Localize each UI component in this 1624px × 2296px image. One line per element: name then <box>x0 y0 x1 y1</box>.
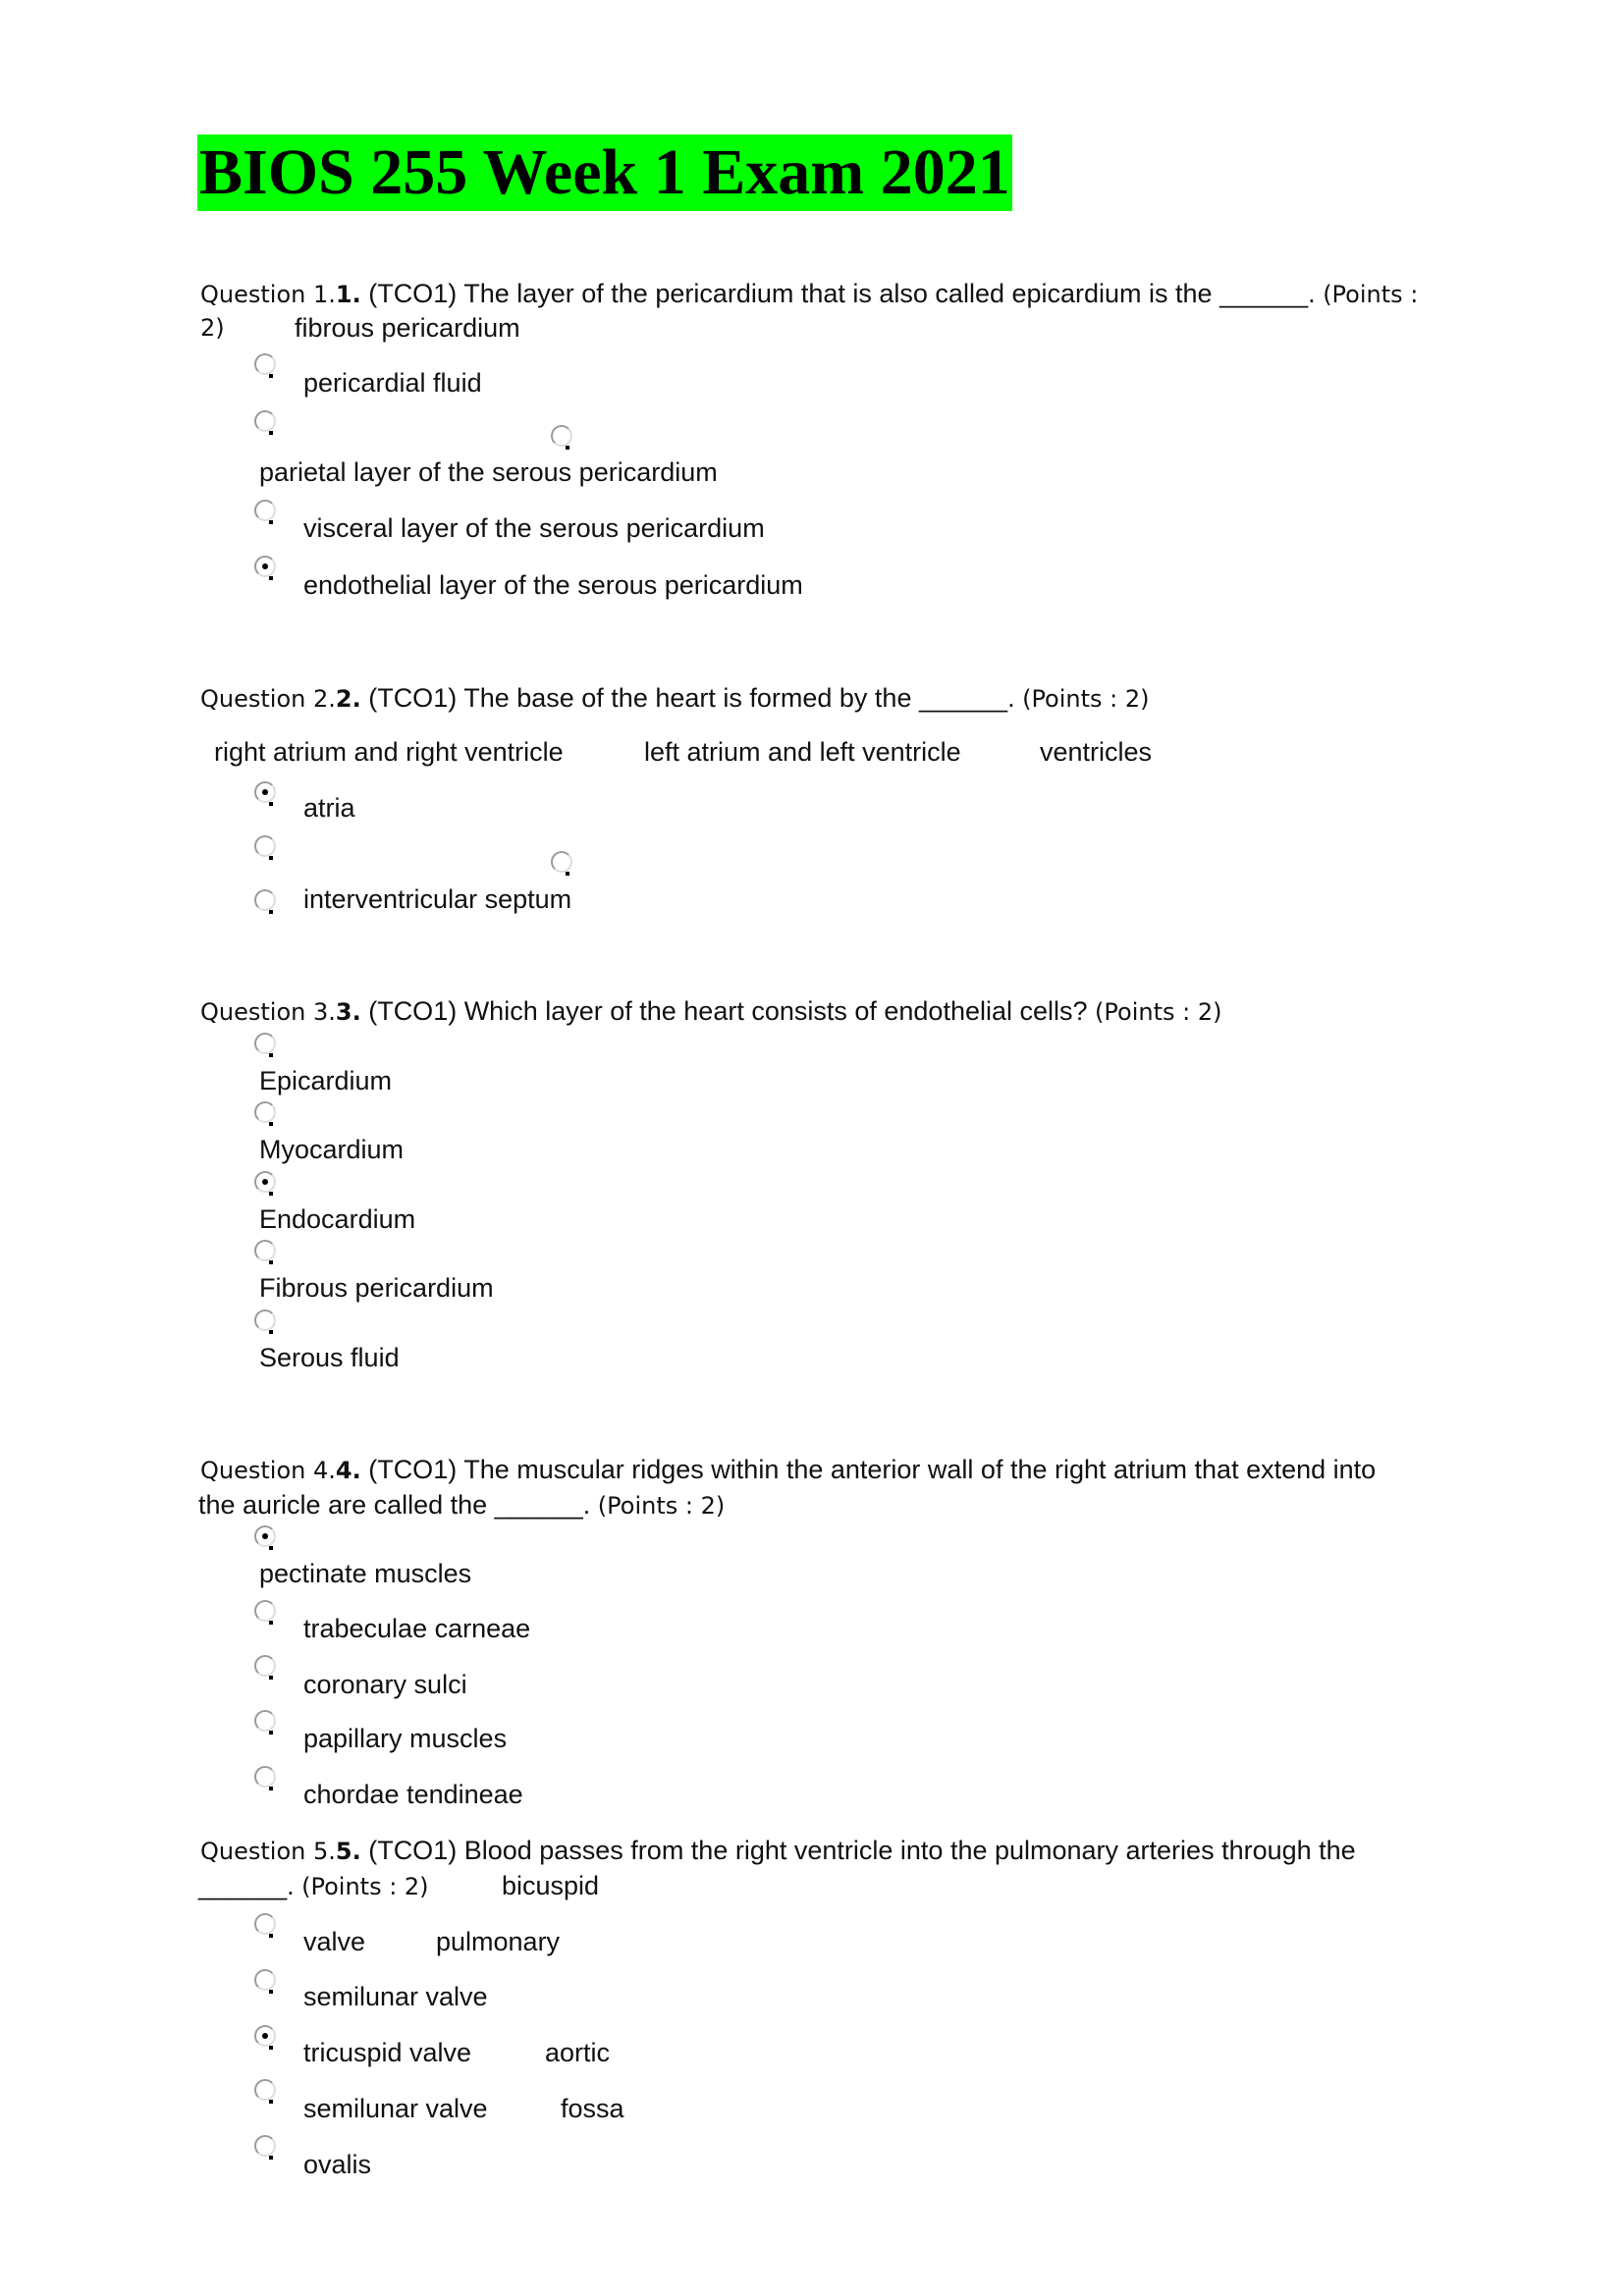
option-label: ventricles <box>1040 737 1153 767</box>
option-label: papillary muscles <box>303 1724 508 1753</box>
option-fragment: tricuspid valve <box>303 2038 472 2067</box>
radio-option[interactable] <box>254 1913 276 1935</box>
question-2-text <box>200 682 1150 715</box>
question-label: Question 4. <box>200 1457 336 1484</box>
radio-option[interactable] <box>254 1101 276 1123</box>
question-5-text <box>200 1835 1356 1867</box>
option-fragment: ovalis <box>303 2150 372 2179</box>
option-fragment: fossa <box>561 2094 624 2123</box>
question-label: Question 5. <box>200 1838 336 1865</box>
option-label: chordae tendineae <box>303 1780 523 1809</box>
option-label: parietal layer of the serous pericardium <box>259 457 718 487</box>
option-label: coronary sulci <box>303 1670 467 1699</box>
radio-option[interactable] <box>254 835 276 857</box>
radio-option[interactable] <box>254 889 276 911</box>
question-body: ______. <box>198 1871 302 1900</box>
radio-option-selected[interactable] <box>254 2025 276 2047</box>
radio-option[interactable] <box>551 425 572 447</box>
option-fragment: valve <box>303 1927 366 1956</box>
points-label: (Points : 2) <box>301 1873 429 1900</box>
points-label: (Points : 2) <box>597 1492 726 1520</box>
option-label: visceral layer of the serous pericardium <box>303 513 765 543</box>
points-label: (Points : 2) <box>1022 685 1150 713</box>
page-title: BIOS 255 Week 1 Exam 2021 <box>197 134 1012 211</box>
option-fragment: pulmonary <box>436 1927 561 1956</box>
option-fragment: semilunar valve <box>303 2094 488 2123</box>
radio-option[interactable] <box>254 1600 276 1622</box>
question-number: 1. <box>335 281 361 308</box>
question-body: (TCO1) Blood passes from the right ventricle into the pulmonary arteries through the <box>360 1836 1356 1865</box>
radio-option[interactable] <box>254 2079 276 2101</box>
radio-option[interactable] <box>551 851 572 873</box>
points-value: 2) <box>200 314 225 342</box>
question-label: Question 1. <box>200 281 336 308</box>
radio-option[interactable] <box>254 1766 276 1788</box>
option-label: Endocardium <box>259 1204 416 1234</box>
option-label: trabeculae carneae <box>303 1614 531 1643</box>
option-fragment: aortic <box>545 2038 611 2067</box>
question-1-text <box>200 278 1418 310</box>
question-5-text-cont <box>198 1870 429 1902</box>
option-label: fibrous pericardium <box>295 313 520 343</box>
option-label: Myocardium <box>259 1135 405 1164</box>
radio-option[interactable] <box>254 1655 276 1677</box>
option-label: Serous fluid <box>259 1343 400 1372</box>
question-4-text-cont <box>198 1489 725 1522</box>
question-label: Question 3. <box>200 998 336 1026</box>
option-label: left atrium and left ventricle <box>644 737 961 767</box>
radio-option[interactable] <box>254 410 276 432</box>
option-fragment: semilunar valve <box>303 1982 488 2011</box>
radio-option[interactable] <box>254 1710 276 1732</box>
question-4-text <box>200 1454 1376 1486</box>
option-label: Fibrous pericardium <box>259 1273 494 1303</box>
question-number: 3. <box>335 998 361 1026</box>
radio-option-selected[interactable] <box>254 1525 276 1547</box>
question-number: 5. <box>335 1838 361 1865</box>
points-label: (Points : <box>1323 281 1419 308</box>
radio-option[interactable] <box>254 1240 276 1261</box>
radio-option-selected[interactable] <box>254 1171 276 1193</box>
radio-option[interactable] <box>254 353 276 375</box>
question-body: (TCO1) The base of the heart is formed by the ______. <box>360 683 1023 713</box>
option-label: atria <box>303 793 355 823</box>
radio-option[interactable] <box>254 1969 276 1991</box>
option-label: pectinate muscles <box>259 1559 472 1588</box>
question-number: 2. <box>335 685 361 713</box>
question-3-text <box>200 995 1221 1028</box>
option-label: interventricular septum <box>303 884 572 914</box>
radio-option[interactable] <box>254 500 276 521</box>
radio-option[interactable] <box>254 1309 276 1331</box>
option-fragment: bicuspid <box>502 1871 600 1900</box>
option-label: right atrium and right ventricle <box>214 737 564 767</box>
option-label: pericardial fluid <box>303 368 482 398</box>
points-label: (Points : 2) <box>1095 998 1222 1026</box>
option-label: endothelial layer of the serous pericardium <box>303 570 803 600</box>
question-body: (TCO1) The layer of the pericardium that is also called epicardium is the ______. <box>360 279 1324 308</box>
option-label: Epicardium <box>259 1066 393 1095</box>
radio-option[interactable] <box>254 1033 276 1054</box>
radio-option-selected[interactable] <box>254 781 276 803</box>
question-label: Question 2. <box>200 685 336 713</box>
question-body: the auricle are called the ______. <box>198 1490 598 1520</box>
radio-option-selected[interactable] <box>254 556 276 577</box>
radio-option[interactable] <box>254 2135 276 2157</box>
question-body: (TCO1) The muscular ridges within the anterior wall of the right atrium that extend into <box>360 1455 1377 1484</box>
question-number: 4. <box>335 1457 361 1484</box>
question-body: (TCO1) Which layer of the heart consists of endothelial cells? <box>360 996 1096 1026</box>
